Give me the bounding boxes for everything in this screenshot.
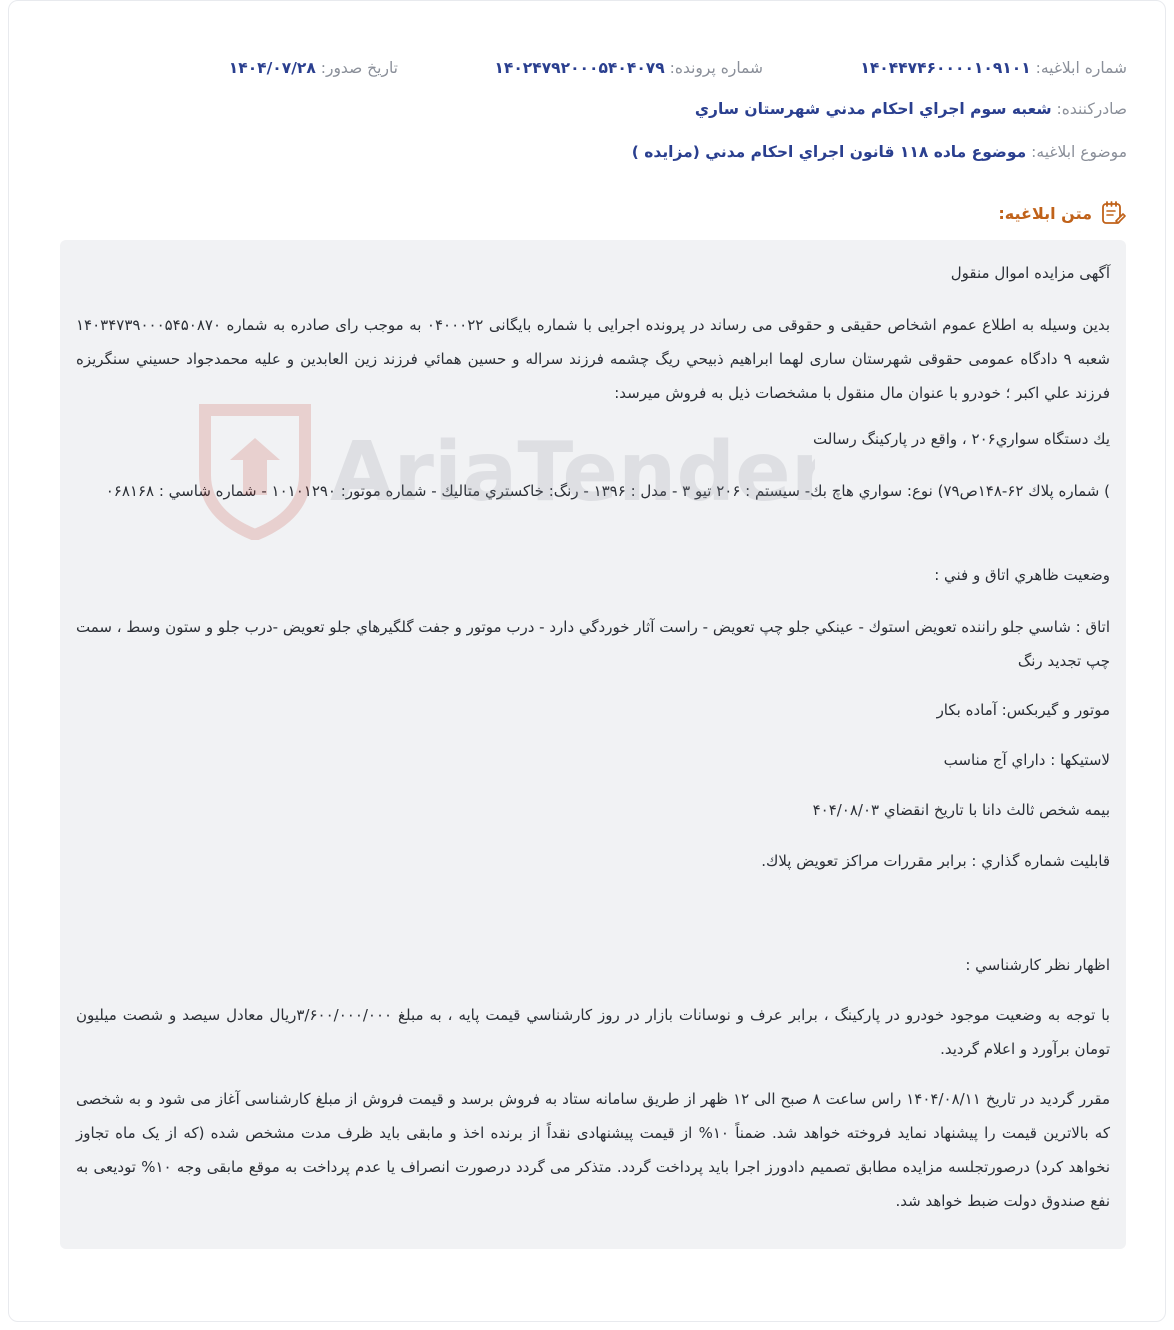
body-paragraph-tires: لاستيكها : داراي آج مناسب [943, 751, 1110, 769]
body-paragraph-vehicle: يك دستگاه سواري۲۰۶ ، واقع در پاركينگ رسالت [813, 430, 1110, 448]
section-title [998, 200, 1126, 226]
body-paragraph-insurance: بيمه شخص ثالث دانا با تاريخ انقضاي ۴۰۴/۰۸/۰۳ [812, 801, 1110, 819]
body-paragraph-specs: ) شماره پلاك ۶۲-۱۴۸ص۷۹) نوع: سواري هاچ بك- سيستم : ۲۰۶ تيو ۳ - مدل : ۱۳۹۶ - رنگ: خاكستري متاليك - شماره موتور: ۱۰۱۰۱۲۹۰ - شماره شاسي : ۰۶۸۱۶۸ [105, 482, 1110, 500]
subject-value: موضوع ماده ۱۱۸ قانون اجراي احكام مدني (مزایده ) [631, 143, 1027, 161]
case-number-label: شماره پرونده: [669, 59, 763, 77]
body-paragraph-engine: موتور و گيربكس: آماده بكار [936, 701, 1110, 719]
case-number-value: ۱۴۰۲۴۷۹۲۰۰۰۵۴۰۴۰۷۹ [494, 59, 665, 77]
notice-number-label: شماره ابلاغیه: [1035, 59, 1127, 77]
issue-date-value: ۱۴۰۴/۰۷/۲۸ [228, 59, 316, 77]
notice-number-value: ۱۴۰۴۴۷۴۶۰۰۰۰۱۰۹۱۰۱ [860, 59, 1031, 77]
issuer-label: صادرکننده: [1056, 100, 1127, 118]
subject [632, 143, 1127, 161]
body-paragraph-plate: قابليت شماره گذاري : برابر مقررات مراكز تعويض پلاك. [761, 852, 1110, 870]
body-paragraph-body-condition: اتاق : شاسي جلو راننده تعويض استوك - عينكي جلو چپ تعويض - راست آثار خوردگي دارد - درب موتور و جفت گلگيرهاي جلو تعويض -درب جلو و ستون وسط ، سمت چپ تجديد رنگ [76, 618, 1110, 670]
body-paragraph-expert-title: اظهار نظر كارشناسي : [965, 956, 1110, 974]
issue-date [229, 59, 398, 77]
case-number [494, 59, 763, 77]
document-note-icon [1100, 200, 1126, 226]
notice-number [860, 59, 1127, 77]
body-heading: آگهی مزایده اموال منقول [950, 264, 1110, 282]
notice-body [60, 240, 1126, 1249]
body-paragraph-intro: بدین وسیله به اطلاع عموم اشخاص حقیقی و حقوقی می رساند در پرونده اجرایی با شماره بایگانی ۰۴۰۰۰۲۲ به موجب رای صادره به شماره ۱۴۰۳۴۷۳۹۰۰۰۵۴۵۰۸۷۰ شعبه ۹ دادگاه عمومی حقوقی شهرستان ساری لهما ابراهیم ذبیحي ريگ چشمه فرزند سراله و حسين همائي فرزند زين العابدين و عليه محمدجواد حسيني سنگريزه فرزند علي اكبر ؛ خودرو با عنوان مال منقول با مشخصات ذیل به فروش میرسد: [76, 316, 1111, 402]
subject-label: موضوع ابلاغیه: [1031, 143, 1127, 161]
section-title-text: متن ابلاغیه: [998, 203, 1092, 223]
issue-date-label: تاریخ صدور: [320, 59, 398, 77]
issuer [695, 100, 1127, 118]
issuer-value: شعبه سوم اجراي احكام مدني شهرستان ساري [694, 100, 1052, 118]
body-paragraph-auction-terms: مقرر گردید در تاریخ ۱۴۰۴/۰۸/۱۱ راس ساعت ۸ صبح الی ۱۲ ظهر از طریق سامانه ستاد به فروش برسد و قیمت فروش از مبلغ کارشناسی آغاز می شود و به شخصی که بالاترین قیمت را پیشنهاد نماید فروخته خواهد شد. ضمناً ۱۰% از قیمت پیشنهادی نقداً از برنده اخذ و مابقی باید ظرف مدت مشخص شده (که از یک ماه تجاوز نخواهد کرد) درصورتجلسه مزایده مطابق تصمیم دادورز اجرا باید پرداخت گردد. متذکر می گردد درصورت انصراف یا عدم پرداخت به موقع مابقی وجه ۱۰% تودیعی به نفع صندوق دولت ضبط خواهد شد. [76, 1090, 1110, 1210]
body-paragraph-condition-title: وضعيت ظاهري اتاق و فني : [934, 566, 1110, 584]
body-paragraph-expert-opinion: با توجه به وضعيت موجود خودرو در پاركينگ ، برابر عرف و نوسانات بازار در روز كارشناسي قيمت پايه ، به مبلغ ۳/۶۰۰/۰۰۰/۰۰۰ريال معادل سيصد و شصت ميليون تومان برآورد و اعلام گرديد. [76, 1006, 1110, 1058]
